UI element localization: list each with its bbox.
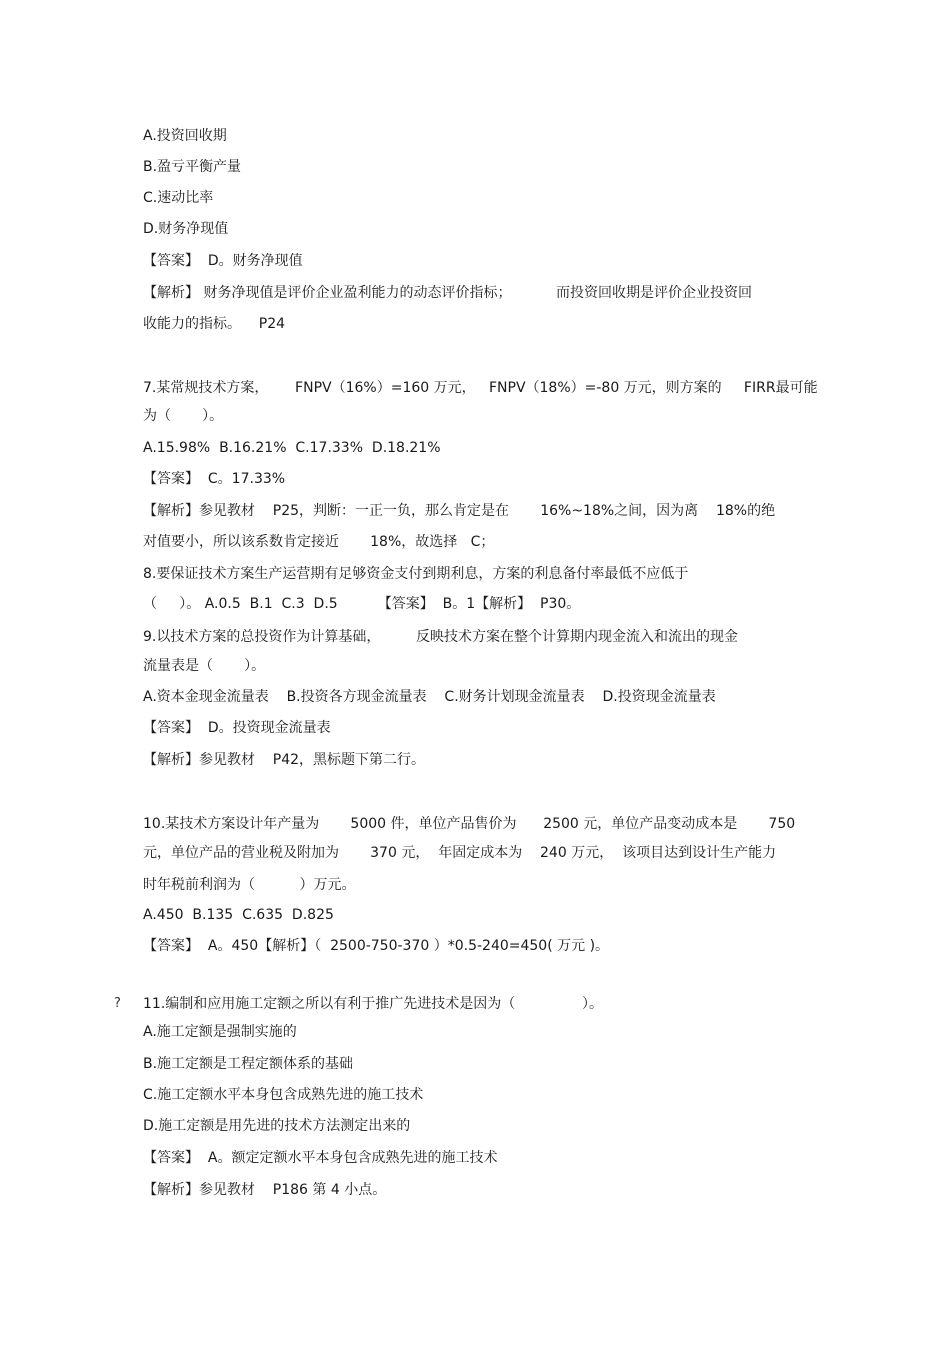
option-c: C.速动比率 [143,190,214,206]
answer-line: 【答案】 D。投资现金流量表 [143,720,331,736]
option-c: C.施工定额水平本身包含成熟先进的施工技术 [143,1087,424,1103]
answer-line: 【答案】 C。17.33% [143,471,286,487]
option-b: B.盈亏平衡产量 [143,159,242,175]
question-stem: 流量表是（ ）。 [143,658,266,674]
option-a: A.投资回收期 [143,128,227,144]
answer-line: 【答案】 A。额定定额水平本身包含成熟先进的施工技术 [143,1150,498,1166]
question-stem: 8.要保证技术方案生产运营期有足够资金支付到期利息，方案的利息备付率最低不应低于 [143,566,689,582]
question-stem: 11.编制和应用施工定额之所以有利于推广先进技术是因为（ ）。 [143,996,604,1012]
analysis-line: 【解析】参见教材 P25，判断：一正一负，那么肯定是在 16%~18%之间，因为离 18%的绝 [143,503,776,519]
question-stem: 为（ ）。 [143,408,224,424]
question-stem: 9.以技术方案的总投资作为计算基础， 反映技术方案在整个计算期内现金流入和流出的现金 [143,629,738,645]
analysis-line: 【解析】 财务净现值是评价企业盈利能力的动态评价指标； 而投资回收期是评价企业投资回 [143,285,752,301]
question-stem: （ ）。 A.0.5 B.1 C.3 D.5 【答案】 B。1【解析】 P30。 [143,596,581,612]
option-b: B.施工定额是工程定额体系的基础 [143,1056,354,1072]
options-line: A.资本金现金流量表 B.投资各方现金流量表 C.财务计划现金流量表 D.投资现金流量表 [143,689,716,705]
options-line: A.450 B.135 C.635 D.825 [143,907,334,923]
analysis-line: 收能力的指标。 P24 [143,316,286,332]
bullet-marker: ? [114,996,121,1011]
question-stem: 7.某常规技术方案， FNPV（16%）=160 万元， FNPV（18%）=-80 万元，则方案的 FIRR最可能 [143,380,818,396]
option-d: D.财务净现值 [143,221,229,237]
analysis-line: 对值要小，所以该系数肯定接近 18%，故选择 C； [143,534,495,550]
answer-line: 【答案】 D。财务净现值 [143,253,303,269]
answer-line: 【答案】 A。450【解析】（ 2500-750-370 ）*0.5-240=450( 万元 )。 [143,938,610,954]
question-stem: 10.某技术方案设计年产量为 5000 件，单位产品售价为 2500 元，单位产品变动成本是 750 [143,816,796,832]
analysis-line: 【解析】参见教材 P42，黑标题下第二行。 [143,752,426,768]
option-a: A.施工定额是强制实施的 [143,1024,297,1040]
options-line: A.15.98% B.16.21% C.17.33% D.18.21% [143,440,441,456]
question-stem: 元，单位产品的营业税及附加为 370 元， 年固定成本为 240 万元， 该项目达到设计生产能力 [143,845,777,861]
option-d: D.施工定额是用先进的技术方法测定出来的 [143,1118,411,1134]
question-stem: 时年税前利润为（ ）万元。 [143,877,356,893]
analysis-line: 【解析】参见教材 P186 第 4 小点。 [143,1182,387,1198]
